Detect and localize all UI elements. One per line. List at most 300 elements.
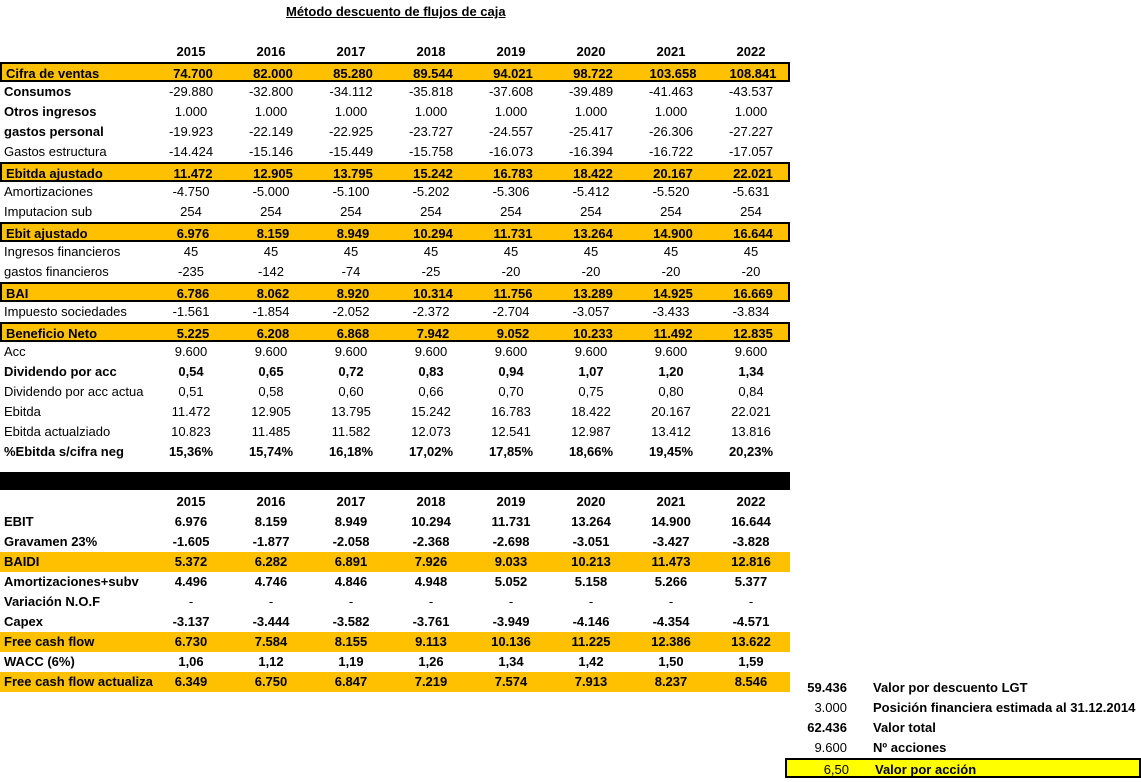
value-cell: 5.052: [494, 574, 528, 589]
value-cell: 1.000: [574, 104, 608, 119]
value-cell: 0,75: [578, 384, 604, 399]
row-label: Consumos: [4, 84, 72, 99]
value-cell: -5.520: [652, 184, 690, 199]
year-header-cell: 2017: [336, 494, 366, 509]
value-cell: 45: [583, 244, 599, 259]
value-cell: 0,65: [258, 364, 284, 379]
value-cell: 13.264: [571, 514, 611, 529]
value-cell: 0,83: [418, 364, 444, 379]
value-cell: -: [188, 594, 194, 609]
row-label: Dividendo por acc actua: [4, 384, 144, 399]
table-row: [0, 202, 790, 222]
value-cell: 9.600: [734, 344, 768, 359]
table-row: [0, 512, 790, 532]
cash-flow-table: [0, 492, 790, 692]
value-cell: 1,50: [658, 654, 684, 669]
row-label: BAIDI: [4, 554, 40, 569]
value-cell: -14.424: [168, 144, 214, 159]
value-cell: 254: [420, 204, 442, 219]
table-row: [0, 572, 790, 592]
table-row: [0, 402, 790, 422]
value-cell: 12.073: [411, 424, 451, 439]
value-cell: 16.783: [493, 166, 533, 181]
row-label: Dividendo por acc: [4, 364, 117, 379]
value-cell: 4.746: [254, 574, 288, 589]
value-cell: 7.584: [254, 634, 288, 649]
value-cell: -2.368: [412, 534, 450, 549]
value-cell: 11.472: [173, 166, 213, 181]
value-cell: 1,19: [338, 654, 364, 669]
table-row: [0, 62, 790, 82]
value-cell: 20.167: [653, 166, 693, 181]
value-cell: 1.000: [174, 104, 208, 119]
table-row: [0, 652, 790, 672]
value-cell: -4.750: [172, 184, 210, 199]
value-cell: -3.949: [492, 614, 530, 629]
value-cell: 94.021: [493, 66, 533, 81]
year-header-cell: 2021: [656, 494, 686, 509]
value-cell: -17.057: [728, 144, 774, 159]
value-cell: 12.816: [731, 554, 771, 569]
row-label: Free cash flow actualiza: [4, 674, 153, 689]
value-cell: 7.913: [574, 674, 608, 689]
value-cell: 0,84: [738, 384, 764, 399]
value-cell: 8.546: [734, 674, 768, 689]
value-cell: -3.834: [732, 304, 770, 319]
value-cell: 11.756: [493, 286, 533, 301]
value-cell: 16.669: [733, 286, 773, 301]
value-cell: 82.000: [253, 66, 293, 81]
value-cell: -3.057: [572, 304, 610, 319]
summary-value: 59.436: [807, 680, 847, 695]
value-cell: 6.349: [174, 674, 208, 689]
value-cell: 6.976: [174, 514, 208, 529]
value-cell: -27.227: [728, 124, 774, 139]
row-label: Variación N.O.F: [4, 594, 101, 609]
summary-value: 6,50: [823, 762, 849, 777]
value-cell: 15,36%: [168, 444, 214, 459]
table-row: [0, 122, 790, 142]
value-cell: 15.242: [413, 166, 453, 181]
value-cell: -25: [421, 264, 441, 279]
value-cell: 1.000: [334, 104, 368, 119]
row-label: Amortizaciones+subv: [4, 574, 139, 589]
value-cell: -5.631: [732, 184, 770, 199]
value-cell: -15.449: [328, 144, 374, 159]
value-cell: 12.386: [651, 634, 691, 649]
value-cell: 1,59: [738, 654, 764, 669]
value-cell: -41.463: [648, 84, 694, 99]
table-row: [0, 262, 790, 282]
value-cell: -5.000: [252, 184, 290, 199]
table-row: [0, 552, 790, 572]
value-cell: -4.571: [732, 614, 770, 629]
value-cell: 89.544: [413, 66, 453, 81]
value-cell: -: [668, 594, 674, 609]
row-label: Imputacion sub: [4, 204, 93, 219]
separator-bar: [0, 472, 790, 490]
value-cell: -142: [257, 264, 285, 279]
summary-label: Valor por acción: [875, 762, 977, 777]
summary-value: 3.000: [814, 700, 847, 715]
value-cell: 1,34: [498, 654, 524, 669]
value-cell: 5.377: [734, 574, 768, 589]
value-cell: 0,54: [178, 364, 204, 379]
value-cell: -3.137: [172, 614, 210, 629]
table-row: [0, 242, 790, 262]
value-cell: -1.854: [252, 304, 290, 319]
value-cell: 1.000: [654, 104, 688, 119]
value-cell: -26.306: [648, 124, 694, 139]
row-label: Gravamen 23%: [4, 534, 98, 549]
value-cell: -3.433: [652, 304, 690, 319]
value-cell: -43.537: [728, 84, 774, 99]
value-cell: 17,02%: [408, 444, 454, 459]
value-cell: 8.949: [336, 226, 370, 241]
value-cell: -3.761: [412, 614, 450, 629]
value-cell: 1,34: [738, 364, 764, 379]
value-cell: 254: [740, 204, 762, 219]
value-cell: 254: [500, 204, 522, 219]
valuation-summary: [785, 678, 1141, 778]
table-row: [0, 382, 790, 402]
value-cell: 9.600: [654, 344, 688, 359]
value-cell: 6.208: [256, 326, 290, 341]
value-cell: -: [428, 594, 434, 609]
row-label: Ingresos financieros: [4, 244, 121, 259]
row-label: Ebit ajustado: [6, 226, 88, 241]
row-label: BAI: [6, 286, 29, 301]
value-cell: 22.021: [731, 404, 771, 419]
value-cell: 16,18%: [328, 444, 374, 459]
value-cell: -22.925: [328, 124, 374, 139]
value-cell: -: [348, 594, 354, 609]
value-cell: 13.264: [573, 226, 613, 241]
value-cell: 7.219: [414, 674, 448, 689]
table-row: [0, 162, 790, 182]
value-cell: 10.136: [491, 634, 531, 649]
summary-value: 62.436: [807, 720, 847, 735]
value-cell: -3.427: [652, 534, 690, 549]
value-cell: -5.412: [572, 184, 610, 199]
value-cell: 10.823: [171, 424, 211, 439]
value-cell: -29.880: [168, 84, 214, 99]
year-header-cell: 2018: [416, 44, 446, 59]
year-header-row: [0, 492, 790, 512]
value-cell: 12.987: [571, 424, 611, 439]
value-cell: 14.925: [653, 286, 693, 301]
value-cell: 4.496: [174, 574, 208, 589]
value-cell: -2.058: [332, 534, 370, 549]
table-row: [0, 82, 790, 102]
summary-row: [785, 718, 1141, 738]
value-cell: 5.158: [574, 574, 608, 589]
value-cell: 8.155: [334, 634, 368, 649]
value-cell: 6.730: [174, 634, 208, 649]
table-row: [0, 672, 790, 692]
value-cell: -16.394: [568, 144, 614, 159]
value-cell: 45: [183, 244, 199, 259]
value-cell: 0,80: [658, 384, 684, 399]
value-cell: 0,58: [258, 384, 284, 399]
value-cell: 4.948: [414, 574, 448, 589]
value-cell: 1,42: [578, 654, 604, 669]
value-cell: 20.167: [651, 404, 691, 419]
value-cell: -23.727: [408, 124, 454, 139]
value-cell: 1,06: [178, 654, 204, 669]
year-header-cell: 2020: [576, 44, 606, 59]
value-cell: -22.149: [248, 124, 294, 139]
value-cell: 10.233: [573, 326, 613, 341]
value-cell: -5.100: [332, 184, 370, 199]
value-cell: 98.722: [573, 66, 613, 81]
value-cell: 9.600: [334, 344, 368, 359]
table-row: [0, 362, 790, 382]
table-row: [0, 282, 790, 302]
value-cell: 10.294: [413, 226, 453, 241]
value-cell: -: [588, 594, 594, 609]
row-label: Ebitda: [4, 404, 41, 419]
row-label: Amortizaciones: [4, 184, 93, 199]
value-cell: 11.485: [251, 424, 291, 439]
value-cell: 22.021: [733, 166, 773, 181]
value-cell: 15.242: [411, 404, 451, 419]
value-cell: -5.306: [492, 184, 530, 199]
value-cell: 9.113: [415, 634, 447, 649]
value-cell: -39.489: [568, 84, 614, 99]
value-cell: 19,45%: [648, 444, 694, 459]
value-cell: -4.354: [652, 614, 690, 629]
value-cell: 45: [343, 244, 359, 259]
value-cell: -20: [661, 264, 681, 279]
year-header-cell: 2022: [736, 494, 766, 509]
value-cell: -74: [341, 264, 361, 279]
value-cell: 1.000: [254, 104, 288, 119]
value-cell: -16.722: [648, 144, 694, 159]
value-cell: 13.289: [573, 286, 613, 301]
value-cell: -: [268, 594, 274, 609]
value-cell: 16.644: [733, 226, 773, 241]
value-cell: 5.372: [174, 554, 208, 569]
value-cell: 1.000: [734, 104, 768, 119]
row-label: gastos personal: [4, 124, 104, 139]
sheet-title: Método descuento de flujos de caja: [286, 4, 506, 19]
value-cell: 6.750: [254, 674, 288, 689]
value-cell: 45: [263, 244, 279, 259]
table-row: [0, 342, 790, 362]
value-cell: -5.202: [412, 184, 450, 199]
value-cell: -3.582: [332, 614, 370, 629]
value-cell: -19.923: [168, 124, 214, 139]
year-header-cell: 2016: [256, 494, 286, 509]
value-cell: 14.900: [653, 226, 693, 241]
row-label: Beneficio Neto: [6, 326, 98, 341]
value-cell: 13.816: [731, 424, 771, 439]
summary-label: Posición financiera estimada al 31.12.2014: [873, 700, 1136, 715]
summary-label: Valor total: [873, 720, 936, 735]
table-row: [0, 102, 790, 122]
value-cell: 11.492: [653, 326, 693, 341]
row-label: Cifra de ventas: [6, 66, 100, 81]
year-header-cell: 2017: [336, 44, 366, 59]
row-label: WACC (6%): [4, 654, 75, 669]
value-cell: -15.146: [248, 144, 294, 159]
value-cell: -32.800: [248, 84, 294, 99]
summary-label: Nº acciones: [873, 740, 947, 755]
year-header-cell: 2019: [496, 44, 526, 59]
value-cell: 8.062: [256, 286, 290, 301]
value-cell: 12.905: [253, 166, 293, 181]
value-cell: 5.266: [654, 574, 688, 589]
value-cell: -16.073: [488, 144, 534, 159]
value-cell: 1,20: [658, 364, 684, 379]
value-cell: -3.828: [732, 534, 770, 549]
value-cell: 7.574: [494, 674, 528, 689]
value-cell: -3.444: [252, 614, 290, 629]
value-cell: 11.582: [331, 424, 371, 439]
value-cell: -24.557: [488, 124, 534, 139]
value-cell: 0,72: [338, 364, 364, 379]
value-cell: 0,94: [498, 364, 524, 379]
value-cell: 45: [663, 244, 679, 259]
table-row: [0, 442, 790, 462]
value-cell: 12.905: [251, 404, 291, 419]
value-cell: 8.159: [254, 514, 288, 529]
value-cell: 0,60: [338, 384, 364, 399]
value-cell: 108.841: [729, 66, 777, 81]
value-cell: 1.000: [494, 104, 528, 119]
value-cell: 6.282: [254, 554, 288, 569]
value-cell: 45: [743, 244, 759, 259]
value-cell: 0,70: [498, 384, 524, 399]
value-cell: 13.412: [651, 424, 691, 439]
value-cell: 6.891: [334, 554, 368, 569]
value-cell: 254: [260, 204, 282, 219]
table-row: [0, 222, 790, 242]
value-cell: 9.600: [494, 344, 528, 359]
value-cell: -34.112: [329, 84, 373, 99]
value-cell: 18.422: [571, 404, 611, 419]
value-cell: -: [508, 594, 514, 609]
value-cell: -2.698: [492, 534, 530, 549]
summary-row: [785, 738, 1141, 758]
year-header-cell: 2022: [736, 44, 766, 59]
value-cell: 13.795: [333, 166, 373, 181]
row-label: Free cash flow: [4, 634, 95, 649]
summary-row: [785, 678, 1141, 698]
table-row: [0, 532, 790, 552]
value-cell: 11.225: [571, 634, 611, 649]
value-cell: -20: [741, 264, 761, 279]
value-cell: 13.795: [331, 404, 371, 419]
table-row: [0, 302, 790, 322]
summary-row: [785, 698, 1141, 718]
row-label: Ebitda ajustado: [6, 166, 103, 181]
value-cell: -15.758: [408, 144, 454, 159]
value-cell: 9.052: [496, 326, 530, 341]
value-cell: 1,12: [258, 654, 284, 669]
value-cell: 11.731: [491, 514, 531, 529]
value-cell: -2.704: [492, 304, 530, 319]
table-row: [0, 592, 790, 612]
income-statement-table: [0, 42, 790, 462]
value-cell: 8.920: [336, 286, 370, 301]
value-cell: 11.731: [493, 226, 533, 241]
value-cell: 1,26: [418, 654, 444, 669]
value-cell: 10.213: [571, 554, 611, 569]
value-cell: 14.900: [651, 514, 691, 529]
value-cell: 12.541: [491, 424, 531, 439]
value-cell: 15,74%: [248, 444, 294, 459]
value-cell: 74.700: [173, 66, 213, 81]
value-cell: 18.422: [573, 166, 613, 181]
value-cell: 1.000: [414, 104, 448, 119]
value-cell: -25.417: [568, 124, 614, 139]
row-label: Capex: [4, 614, 44, 629]
value-cell: 11.472: [171, 404, 211, 419]
value-cell: -1.605: [172, 534, 210, 549]
value-cell: 0,66: [418, 384, 444, 399]
value-cell: 9.600: [254, 344, 288, 359]
year-header-cell: 2015: [176, 494, 206, 509]
value-cell: 8.159: [256, 226, 290, 241]
value-cell: -1.877: [252, 534, 290, 549]
table-row: [0, 142, 790, 162]
year-header-cell: 2018: [416, 494, 446, 509]
year-header-cell: 2015: [176, 44, 206, 59]
value-cell: 254: [340, 204, 362, 219]
value-cell: 17,85%: [488, 444, 534, 459]
value-cell: -4.146: [572, 614, 610, 629]
value-cell: 254: [660, 204, 682, 219]
value-cell: 0,51: [178, 384, 204, 399]
summary-value: 9.600: [814, 740, 847, 755]
value-cell: 6.847: [334, 674, 368, 689]
table-row: [0, 632, 790, 652]
value-cell: 9.033: [494, 554, 528, 569]
year-header-cell: 2021: [656, 44, 686, 59]
value-cell: -3.051: [572, 534, 610, 549]
value-cell: -235: [177, 264, 205, 279]
summary-row: [785, 758, 1141, 778]
row-label: Impuesto sociedades: [4, 304, 127, 319]
value-cell: 254: [180, 204, 202, 219]
value-cell: 6.868: [336, 326, 370, 341]
value-cell: -35.818: [408, 84, 454, 99]
value-cell: 9.600: [174, 344, 208, 359]
value-cell: 12.835: [733, 326, 773, 341]
value-cell: 9.600: [574, 344, 608, 359]
value-cell: 8.237: [654, 674, 688, 689]
value-cell: 5.225: [176, 326, 210, 341]
row-label: Ebitda actualziado: [4, 424, 111, 439]
value-cell: 16.644: [731, 514, 771, 529]
value-cell: -37.608: [488, 84, 534, 99]
value-cell: -2.372: [412, 304, 450, 319]
value-cell: 9.600: [414, 344, 448, 359]
table-row: [0, 322, 790, 342]
value-cell: -20: [581, 264, 601, 279]
value-cell: 10.314: [413, 286, 453, 301]
value-cell: 4.846: [334, 574, 368, 589]
summary-label: Valor por descuento LGT: [873, 680, 1028, 695]
year-header-row: [0, 42, 790, 62]
value-cell: 1,07: [578, 364, 604, 379]
value-cell: 103.658: [649, 66, 697, 81]
value-cell: 11.473: [651, 554, 691, 569]
value-cell: 8.949: [334, 514, 368, 529]
value-cell: 7.942: [416, 326, 450, 341]
